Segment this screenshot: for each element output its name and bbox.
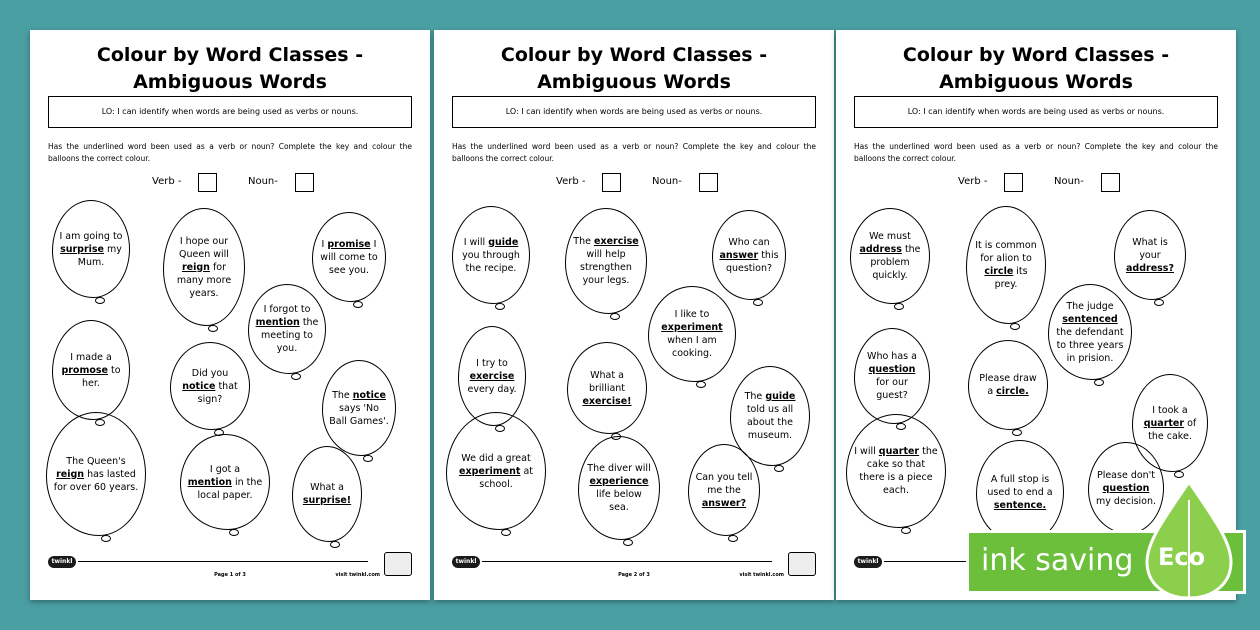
- sentence-before: Please don't: [1096, 469, 1156, 481]
- sentence-before: I will: [463, 236, 486, 248]
- underlined-word: surprise: [60, 243, 105, 255]
- balloon-knot: [610, 313, 620, 320]
- underlined-word: answer: [719, 249, 759, 261]
- visit-link: visit twinkl.com: [739, 572, 784, 578]
- noun-colour-box[interactable]: [295, 173, 314, 192]
- footer-divider: [482, 561, 772, 562]
- balloon[interactable]: [565, 208, 647, 314]
- sentence-before: I took a: [1152, 404, 1188, 416]
- balloon[interactable]: [850, 208, 930, 304]
- balloon-knot: [208, 325, 218, 332]
- balloon-knot: [623, 539, 633, 546]
- underlined-word: question: [1102, 482, 1150, 494]
- balloon-sentence: [329, 389, 389, 428]
- balloon-sentence: [59, 230, 123, 269]
- sentence-after: has lasted for over 60 years.: [53, 468, 139, 493]
- underlined-word: mention: [187, 476, 232, 488]
- balloon-sentence: [719, 236, 779, 275]
- balloon-sentence: [853, 445, 939, 497]
- underlined-word: guide: [488, 236, 519, 248]
- twinkl-logo: twinkl: [854, 556, 882, 568]
- sentence-before: I try to: [476, 357, 508, 369]
- page-title: [434, 42, 834, 96]
- sentence-before: I: [321, 238, 325, 250]
- underlined-word: answer?: [701, 497, 747, 509]
- sentence-after: the meeting to you.: [261, 317, 319, 354]
- sentence-after: for our guest?: [876, 377, 908, 401]
- sentence-after: my Mum.: [77, 243, 122, 268]
- balloon-sentence: [53, 455, 139, 494]
- sentence-before: The: [744, 391, 763, 402]
- title-line-1: Colour by Word Classes -: [500, 44, 768, 66]
- balloon[interactable]: [292, 446, 362, 542]
- balloon-knot: [291, 373, 301, 380]
- sentence-before: The Queen's: [66, 455, 126, 467]
- instructions: Has the underlined word been used as a verb or noun? Complete the key and colour the balloons the correct colour.: [48, 142, 412, 163]
- learning-objective: LO: I can identify when words are being used as verbs or nouns.: [452, 96, 816, 128]
- twinkl-logo: twinkl: [48, 556, 76, 568]
- sentence-before: The diver will: [587, 463, 651, 474]
- underlined-word: mention: [255, 317, 300, 328]
- balloon-sentence: [655, 308, 729, 360]
- sentence-before: A full stop is used to end a: [987, 473, 1053, 498]
- balloon-sentence: [465, 357, 519, 396]
- sentence-after: that sign?: [197, 380, 238, 405]
- instructions: Has the underlined word been used as a verb or noun? Complete the key and colour the balloons the correct colour.: [854, 142, 1218, 163]
- page-number: Page 1 of 3: [214, 572, 246, 578]
- balloon-knot: [501, 529, 511, 536]
- underlined-word: experience: [589, 476, 649, 487]
- underlined-word: address?: [1126, 262, 1174, 274]
- sentence-before: I will: [854, 446, 876, 457]
- sentence-before: I got a: [209, 463, 241, 475]
- underlined-word: notice: [182, 380, 216, 392]
- noun-colour-box[interactable]: [699, 173, 718, 192]
- learning-objective: LO: I can identify when words are being used as verbs or nouns.: [48, 96, 412, 128]
- balloon[interactable]: [648, 286, 736, 382]
- twinkl-logo: twinkl: [452, 556, 480, 568]
- sentence-after: told us all about the museum.: [746, 404, 794, 441]
- underlined-word: exercise: [594, 236, 639, 247]
- sentence-after: in the local paper.: [197, 476, 263, 501]
- balloon[interactable]: [248, 284, 326, 374]
- balloon-sentence: [737, 390, 803, 442]
- balloon-knot: [1174, 471, 1184, 478]
- balloon-knot: [894, 303, 904, 310]
- balloon-knot: [1094, 379, 1104, 386]
- balloon-knot: [95, 297, 105, 304]
- balloon[interactable]: [688, 444, 760, 536]
- learning-objective: LO: I can identify when words are being used as verbs or nouns.: [854, 96, 1218, 128]
- balloon-sentence: [255, 303, 319, 355]
- balloon-knot: [363, 455, 373, 462]
- underlined-word: sentenced: [1062, 313, 1118, 325]
- verb-key-label: Verb -: [958, 176, 988, 187]
- balloon-sentence: [983, 473, 1057, 512]
- sentence-before: The judge: [1066, 300, 1114, 312]
- worksheet-page-1: [30, 30, 430, 600]
- balloon[interactable]: [458, 326, 526, 426]
- balloon-knot: [353, 301, 363, 308]
- balloon-knot: [330, 541, 340, 548]
- sentence-before: I am going to: [59, 230, 123, 242]
- sentence-after: will help strengthen your legs.: [580, 249, 632, 286]
- sentence-before: I made a: [70, 351, 112, 363]
- underlined-word: quarter: [1143, 417, 1185, 429]
- balloon-knot: [901, 527, 911, 534]
- balloon-knot: [1012, 429, 1022, 436]
- balloon-sentence: [187, 463, 263, 502]
- underlined-word: experiment: [459, 465, 521, 477]
- eco-label: Eco: [1158, 543, 1206, 571]
- sentence-after: life below sea.: [596, 489, 642, 513]
- balloon-sentence: [453, 452, 539, 491]
- balloon[interactable]: [567, 342, 647, 434]
- sentence-after: when I am cooking.: [667, 335, 717, 359]
- underlined-word: sentence.: [993, 499, 1047, 511]
- balloon[interactable]: [322, 360, 396, 456]
- sentence-before: I like to: [674, 309, 710, 320]
- balloon-sentence: [177, 367, 243, 406]
- underlined-word: address: [859, 244, 902, 255]
- balloon[interactable]: [446, 412, 546, 530]
- page-title: [30, 42, 430, 96]
- balloon-sentence: [975, 372, 1041, 398]
- underlined-word: quarter: [878, 446, 920, 457]
- balloon-sentence: [861, 350, 923, 402]
- balloon[interactable]: [1048, 284, 1132, 380]
- underlined-word: reign: [56, 468, 85, 480]
- sentence-after: to her.: [82, 364, 121, 389]
- balloon-sentence: [572, 235, 640, 287]
- balloon[interactable]: [312, 212, 386, 302]
- balloon-sentence: [319, 238, 379, 277]
- balloon[interactable]: [170, 342, 250, 430]
- sentence-after: at school.: [479, 465, 533, 490]
- sentence-after: I will come to see you.: [320, 238, 378, 276]
- balloon[interactable]: [854, 328, 930, 424]
- sentence-before: What a brilliant: [588, 369, 626, 394]
- balloon-sentence: [585, 462, 653, 514]
- underlined-word: experiment: [661, 322, 723, 333]
- title-line-1: Colour by Word Classes -: [96, 44, 364, 66]
- balloon-knot: [229, 529, 239, 536]
- balloon-knot: [495, 303, 505, 310]
- title-line-2: Ambiguous Words: [133, 71, 327, 93]
- balloon-sentence: [857, 230, 923, 282]
- underlined-word: promose: [61, 364, 108, 376]
- balloon[interactable]: [846, 414, 946, 528]
- balloon[interactable]: [180, 434, 270, 530]
- sentence-after: the cake so that there is a piece each.: [859, 446, 938, 496]
- balloon[interactable]: [52, 320, 130, 420]
- balloon-sentence: [459, 236, 523, 275]
- noun-colour-box[interactable]: [1101, 173, 1120, 192]
- sentence-before: Who can: [728, 236, 770, 248]
- sentence-after: the defendant to three years in prision.: [1056, 326, 1124, 364]
- sentence-after: you through the recipe.: [462, 249, 520, 274]
- balloon[interactable]: [46, 412, 146, 536]
- page-number: Page 2 of 3: [618, 572, 650, 578]
- balloon[interactable]: [1114, 210, 1186, 300]
- underlined-word: exercise!: [582, 395, 632, 407]
- underlined-word: circle.: [996, 386, 1029, 397]
- balloon-sentence: [299, 481, 355, 507]
- sentence-after: of the cake.: [1148, 417, 1197, 442]
- balloon-knot: [1154, 299, 1164, 306]
- noun-key-label: Noun-: [1054, 176, 1084, 187]
- sentence-before: Did you: [191, 367, 229, 379]
- noun-key-label: Noun-: [652, 176, 682, 187]
- underlined-word: question: [868, 364, 916, 375]
- balloon-sentence: [1055, 300, 1125, 365]
- page-title: [836, 42, 1236, 96]
- visit-link: visit twinkl.com: [335, 572, 380, 578]
- sentence-before: It is common for alion to: [975, 240, 1037, 264]
- verb-colour-box[interactable]: [602, 173, 621, 192]
- title-line-2: Ambiguous Words: [537, 71, 731, 93]
- underlined-word: surprise!: [302, 495, 352, 506]
- footer-badge-icon: [384, 552, 412, 576]
- noun-key-label: Noun-: [248, 176, 278, 187]
- sentence-after: for many more years.: [176, 261, 232, 299]
- balloon-sentence: [1139, 404, 1201, 443]
- sentence-after: every day.: [467, 383, 517, 395]
- balloon[interactable]: [578, 436, 660, 540]
- underlined-word: circle: [984, 266, 1014, 277]
- balloon-sentence: [1121, 236, 1179, 275]
- balloon-knot: [753, 299, 763, 306]
- balloon[interactable]: [452, 206, 530, 304]
- title-line-1: Colour by Word Classes -: [902, 44, 1170, 66]
- sentence-before: Who has a: [867, 351, 917, 362]
- balloon-knot: [101, 535, 111, 542]
- verb-colour-box[interactable]: [1004, 173, 1023, 192]
- verb-key-label: Verb -: [152, 176, 182, 187]
- balloon-sentence: [695, 471, 753, 510]
- sentence-before: I hope our Queen will: [179, 235, 229, 260]
- sentence-before: I forgot to: [263, 304, 311, 315]
- ink-saving-text: ink saving: [981, 543, 1134, 578]
- underlined-word: notice: [352, 389, 386, 401]
- balloon[interactable]: [712, 210, 786, 300]
- sentence-before: The: [573, 236, 591, 247]
- balloon[interactable]: [968, 340, 1048, 430]
- balloon-knot: [728, 535, 738, 542]
- sentence-before: What a: [310, 482, 344, 493]
- sentence-before: Please draw a: [979, 373, 1037, 397]
- verb-colour-box[interactable]: [198, 173, 217, 192]
- sentence-before: We did a great: [461, 452, 531, 464]
- underlined-word: reign: [181, 261, 210, 273]
- footer-divider: [78, 561, 368, 562]
- sentence-after: the problem quickly.: [870, 244, 921, 281]
- balloon[interactable]: [966, 206, 1046, 324]
- eco-leaf-icon: [1143, 480, 1235, 600]
- title-line-2: Ambiguous Words: [939, 71, 1133, 93]
- balloon[interactable]: [52, 200, 130, 298]
- underlined-word: guide: [765, 391, 796, 402]
- balloon[interactable]: [163, 208, 245, 326]
- sentence-after: this question?: [725, 249, 779, 274]
- balloon-knot: [1010, 323, 1020, 330]
- sentence-before: What is your: [1132, 236, 1168, 261]
- balloon[interactable]: [976, 440, 1064, 544]
- underlined-word: promise: [327, 238, 371, 250]
- balloon-knot: [696, 381, 706, 388]
- sentence-after: my decision.: [1095, 495, 1157, 507]
- sentence-after: says 'No Ball Games'.: [329, 402, 389, 427]
- balloon-sentence: [59, 351, 123, 390]
- balloon-sentence: [170, 235, 238, 300]
- instructions: Has the underlined word been used as a verb or noun? Complete the key and colour the balloons the correct colour.: [452, 142, 816, 163]
- sentence-before: The: [332, 389, 350, 401]
- underlined-word: exercise: [469, 370, 515, 382]
- sentence-before: Can you tell me the: [695, 471, 753, 496]
- sentence-before: We must: [869, 231, 911, 242]
- sentence-after: its prey.: [994, 266, 1028, 290]
- balloon-sentence: [574, 369, 640, 408]
- balloon-knot: [774, 465, 784, 472]
- footer-badge-icon: [788, 552, 816, 576]
- worksheet-page-2: [434, 30, 834, 600]
- balloon-sentence: [973, 239, 1039, 291]
- verb-key-label: Verb -: [556, 176, 586, 187]
